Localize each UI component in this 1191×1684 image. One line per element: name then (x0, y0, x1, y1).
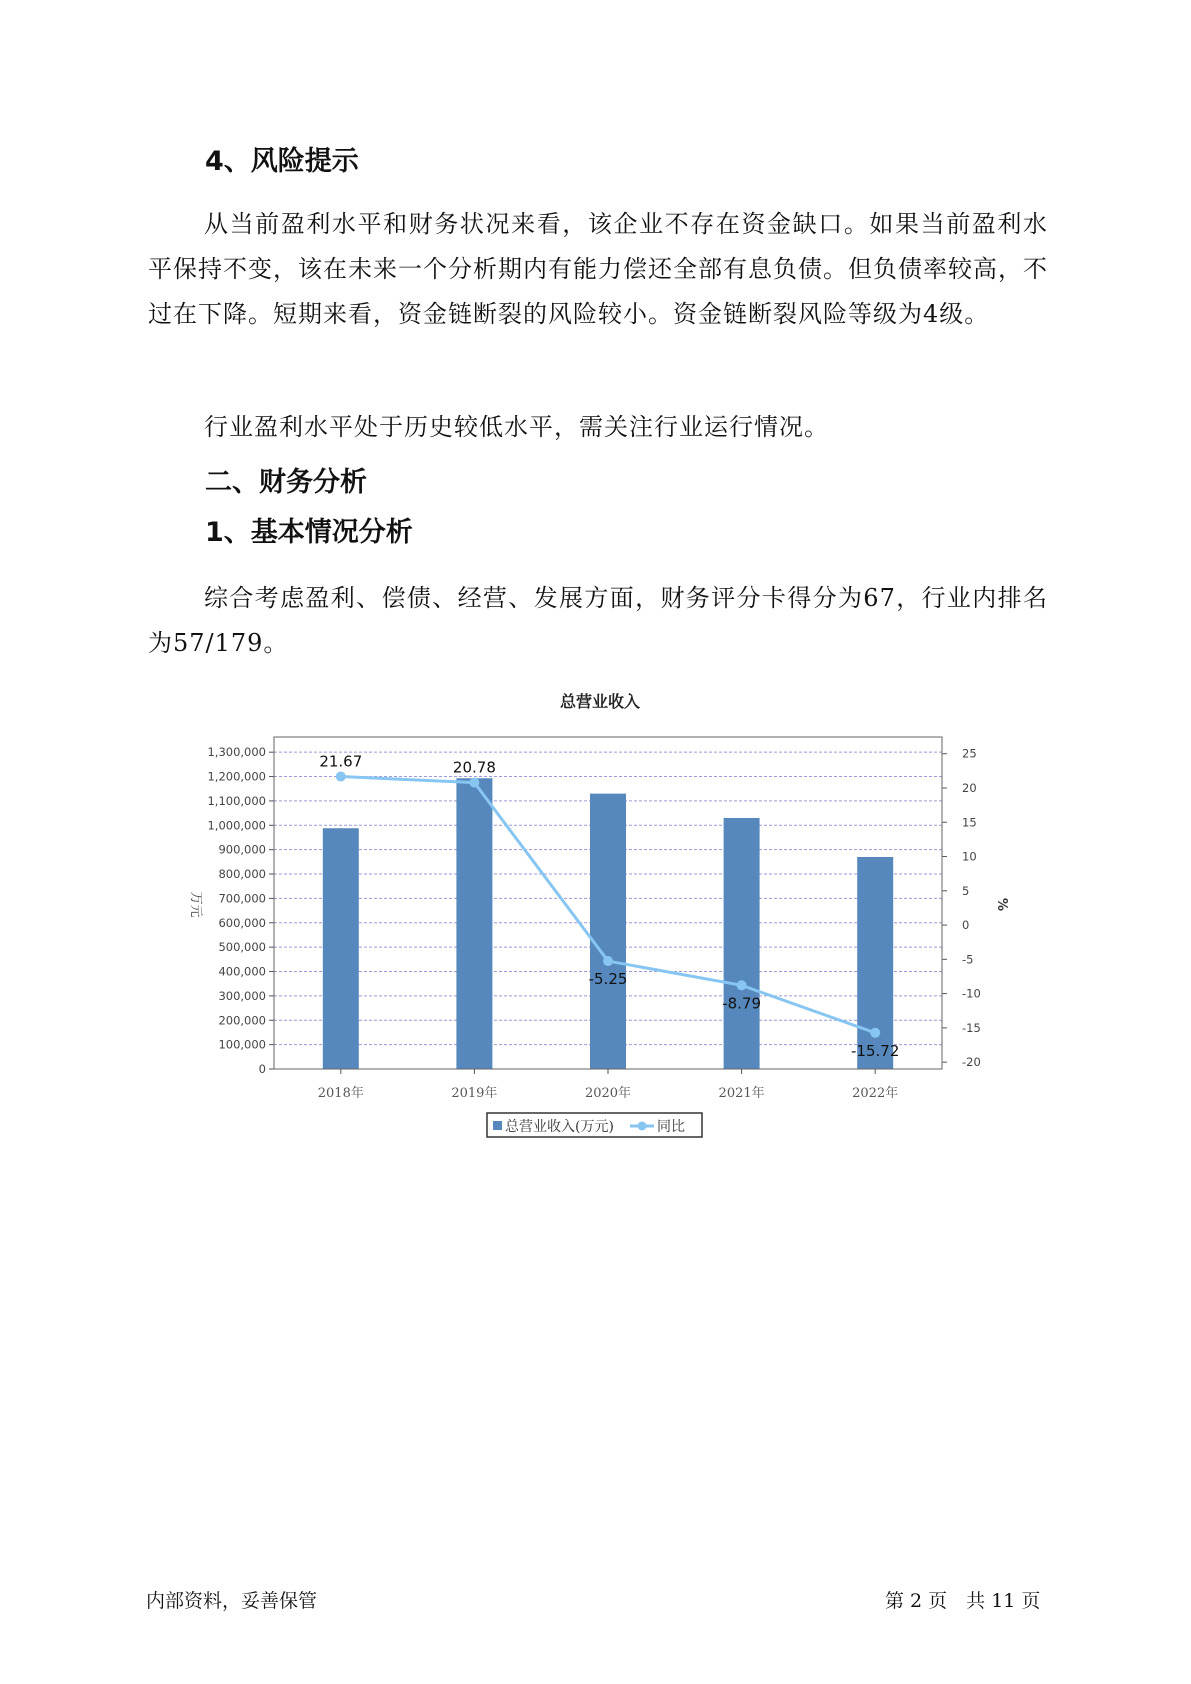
x-tick-label: 2022年 (852, 1086, 899, 1101)
x-tick-label: 2019年 (451, 1086, 498, 1101)
revenue-chart (180, 690, 1030, 1160)
y-tick-label: 1,200,000 (207, 769, 266, 784)
legend-bar-swatch (493, 1121, 502, 1130)
bar (590, 794, 626, 1069)
y-tick-label: 600,000 (218, 915, 266, 930)
y2-axis-label: % (994, 897, 1009, 912)
chart-legend (487, 1113, 702, 1137)
risk-paragraph-2: 行业盈利水平处于历史较低水平，需关注行业运行情况。 (204, 413, 829, 441)
yoy-data-label: 20.78 (452, 758, 496, 777)
yoy-point (336, 772, 346, 782)
y2-tick-label: -15 (962, 1020, 981, 1035)
chart-title: 总营业收入 (559, 692, 641, 711)
basic-analysis-heading: 1、基本情况分析 (205, 517, 413, 548)
bar (724, 818, 760, 1069)
y-tick-label: 100,000 (218, 1037, 266, 1052)
y2-tick-label: 0 (962, 918, 970, 933)
y-tick-label: 700,000 (218, 891, 266, 906)
y-tick-label: 1,100,000 (207, 793, 266, 808)
y-tick-label: 400,000 (218, 964, 266, 979)
y-axis-label: 万元 (188, 891, 203, 918)
y2-tick-label: -10 (962, 986, 981, 1001)
y2-tick-label: 10 (962, 849, 977, 864)
y-tick-label: 300,000 (218, 988, 266, 1003)
y-tick-label: 1,000,000 (207, 818, 266, 833)
yoy-data-label: -5.25 (588, 970, 628, 989)
y-tick-label: 1,300,000 (207, 745, 266, 760)
legend-bar-label: 总营业收入(万元) (505, 1119, 614, 1135)
y-tick-label: 900,000 (218, 842, 266, 857)
x-tick-label: 2020年 (584, 1086, 632, 1101)
yoy-data-label: -8.79 (722, 994, 762, 1013)
finance-heading: 二、财务分析 (205, 467, 367, 498)
yoy-point (469, 778, 479, 788)
bar (323, 828, 359, 1069)
chart-bars (323, 778, 893, 1069)
y-tick-label: 500,000 (218, 940, 266, 955)
yoy-point (870, 1028, 880, 1038)
yoy-point (603, 956, 613, 966)
yoy-point (737, 980, 747, 990)
y-tick-label: 200,000 (218, 1013, 266, 1028)
legend-line-label: 同比 (657, 1119, 685, 1135)
y2-tick-label: 5 (962, 883, 970, 898)
x-tick-label: 2018年 (317, 1086, 364, 1101)
risk-heading: 4、风险提示 (205, 146, 359, 177)
y2-tick-label: 25 (962, 746, 977, 761)
y2-tick-label: -20 (962, 1055, 981, 1070)
bar (456, 778, 492, 1069)
footer-page-number: 第 2 页 共 11 页 (885, 1590, 1041, 1612)
legend-line-marker (638, 1122, 647, 1131)
y2-tick-label: -5 (962, 952, 974, 967)
y-tick-label: 0 (258, 1062, 266, 1076)
y-tick-label: 800,000 (218, 867, 266, 882)
footer-left: 内部资料，妥善保管 (146, 1590, 318, 1612)
yoy-data-label: -15.72 (851, 1041, 900, 1060)
yoy-data-label: 21.67 (319, 752, 363, 771)
risk-paragraph-1: 从当前盈利水平和财务状况来看，该企业不存在资金缺口。如果当前盈利水平保持不变，该在未来一个分析期内有能力偿还全部有息负债。但负债率较高，不过在下降。短期来看，资金链断裂的风险较小。资金链断裂风险等级为4级。 (148, 210, 1048, 328)
score-paragraph: 综合考虑盈利、偿债、经营、发展方面，财务评分卡得分为67，行业内排名为57/179。 (148, 584, 1048, 657)
y2-tick-label: 15 (962, 815, 977, 830)
y2-tick-label: 20 (962, 780, 977, 795)
x-tick-label: 2021年 (718, 1086, 765, 1101)
